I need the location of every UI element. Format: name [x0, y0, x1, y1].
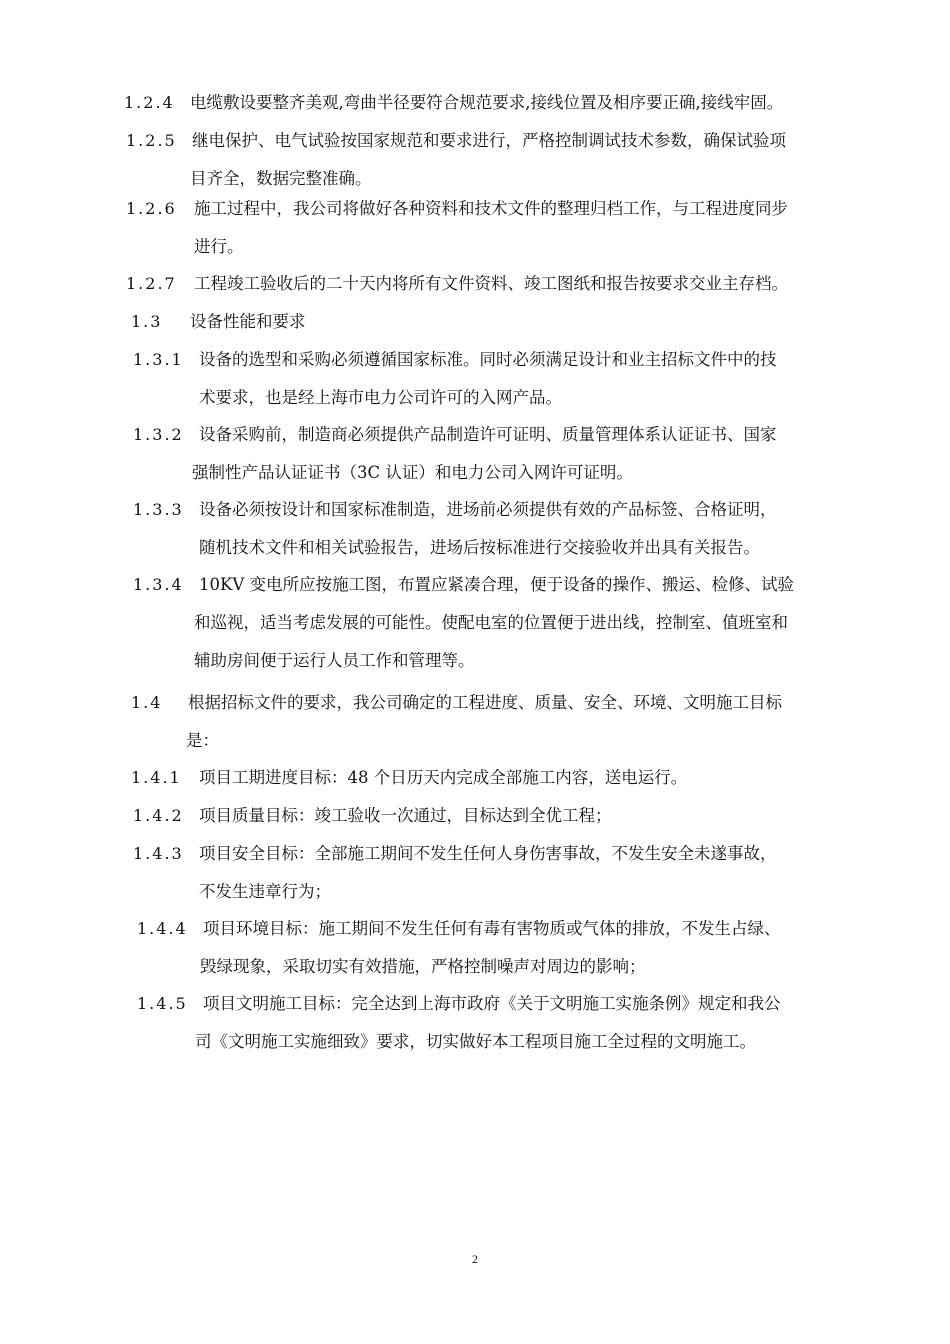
item-number: 1.2.5: [126, 131, 177, 150]
item-text: [199, 491, 777, 567]
item-text: [199, 835, 777, 911]
page-number: 2: [472, 1252, 478, 1266]
item-text: [199, 797, 612, 835]
item-number: 1.3.4: [133, 575, 184, 594]
item-number: 1.4.3: [133, 844, 184, 863]
section-number: 1.3: [131, 312, 163, 331]
item-number: 1.2.6: [126, 199, 177, 218]
item-text: [190, 84, 783, 122]
item-line: 辅助房间便于运行人员工作和管理等。: [194, 651, 475, 670]
item-text: [199, 341, 777, 417]
item-line: 和巡视，适当考虑发展的可能性。使配电室的位置便于进出线，控制室、值班室和: [194, 613, 788, 632]
item-line: 目齐全，数据完整准确。: [190, 169, 372, 188]
item-number: 1.3.2: [133, 425, 184, 444]
item-line: 设备必须按设计和国家标准制造，进场前必须提供有效的产品标签、合格证明，: [199, 500, 777, 519]
item-number: 1.3.1: [133, 350, 184, 369]
item-line: 项目安全目标：全部施工期间不发生任何人身伤害事故，不发生安全未遂事故，: [199, 844, 777, 863]
item-text: [199, 759, 687, 797]
item-number: 1.2.4: [124, 93, 175, 112]
item-line: 10KV 变电所应按施工图，布置应紧凑合理，便于设备的操作、搬运、检修、试验: [199, 575, 794, 594]
item-text: [192, 416, 777, 492]
section-title: [190, 303, 306, 341]
item-line: 进行。: [194, 237, 244, 256]
item-text: [195, 985, 781, 1061]
item-line: 设备性能和要求: [190, 312, 306, 331]
item-line: 强制性产品认证证书（3C 认证）和电力公司入网许可证明。: [192, 463, 633, 482]
item-line: 随机技术文件和相关试验报告，进场后按标准进行交接验收并出具有关报告。: [199, 538, 760, 557]
item-line: 不发生违章行为；: [199, 882, 331, 901]
item-line: 项目文明施工目标：完全达到上海市政府《关于文明施工实施条例》规定和我公: [203, 994, 781, 1013]
item-line: 司《文明施工实施细致》要求，切实做好本工程项目施工全过程的文明施工。: [195, 1032, 756, 1051]
item-number: 1.3.3: [133, 500, 184, 519]
item-number: 1.4.5: [137, 994, 188, 1013]
item-text: [194, 265, 788, 303]
item-line: 毁绿现象，采取切实有效措施，严格控制噪声对周边的影响；: [200, 957, 646, 976]
item-line: 设备的选型和采购必须遵循国家标准。同时必须满足设计和业主招标文件中的技: [199, 350, 777, 369]
item-number: 1.4.4: [137, 919, 188, 938]
item-line: 术要求，也是经上海市电力公司许可的入网产品。: [199, 388, 562, 407]
item-number: 1.4.2: [133, 806, 184, 825]
item-line: 电缆敷设要整齐美观,弯曲半径要符合规范要求,接线位置及相序要正确,接线牢固。: [190, 93, 784, 112]
item-text: [194, 566, 794, 680]
item-line: 继电保护、电气试验按国家规范和要求进行，严格控制调试技术参数，确保试验项: [192, 131, 786, 150]
item-text: [194, 190, 788, 266]
item-line: 项目工期进度目标：48 个日历天内完成全部施工内容，送电运行。: [199, 768, 688, 787]
item-line: 根据招标文件的要求，我公司确定的工程进度、质量、安全、环境、文明施工目标: [188, 693, 782, 712]
item-line: 工程竣工验收后的二十天内将所有文件资料、竣工图纸和报告按要求交业主存档。: [194, 274, 788, 293]
item-text: [188, 684, 782, 760]
section-number: 1.4: [131, 693, 163, 712]
item-line: 项目质量目标：竣工验收一次通过，目标达到全优工程；: [199, 806, 612, 825]
item-number: 1.2.7: [126, 274, 177, 293]
item-line: 是：: [186, 731, 219, 750]
item-text: [192, 122, 786, 198]
item-text: [200, 910, 781, 986]
item-line: 设备采购前，制造商必须提供产品制造许可证明、质量管理体系认证证书、国家: [199, 425, 777, 444]
item-line: 施工过程中，我公司将做好各种资料和技术文件的整理归档工作，与工程进度同步: [194, 199, 788, 218]
item-line: 项目环境目标：施工期间不发生任何有毒有害物质或气体的排放，不发生占绿、: [203, 919, 781, 938]
item-number: 1.4.1: [131, 768, 182, 787]
